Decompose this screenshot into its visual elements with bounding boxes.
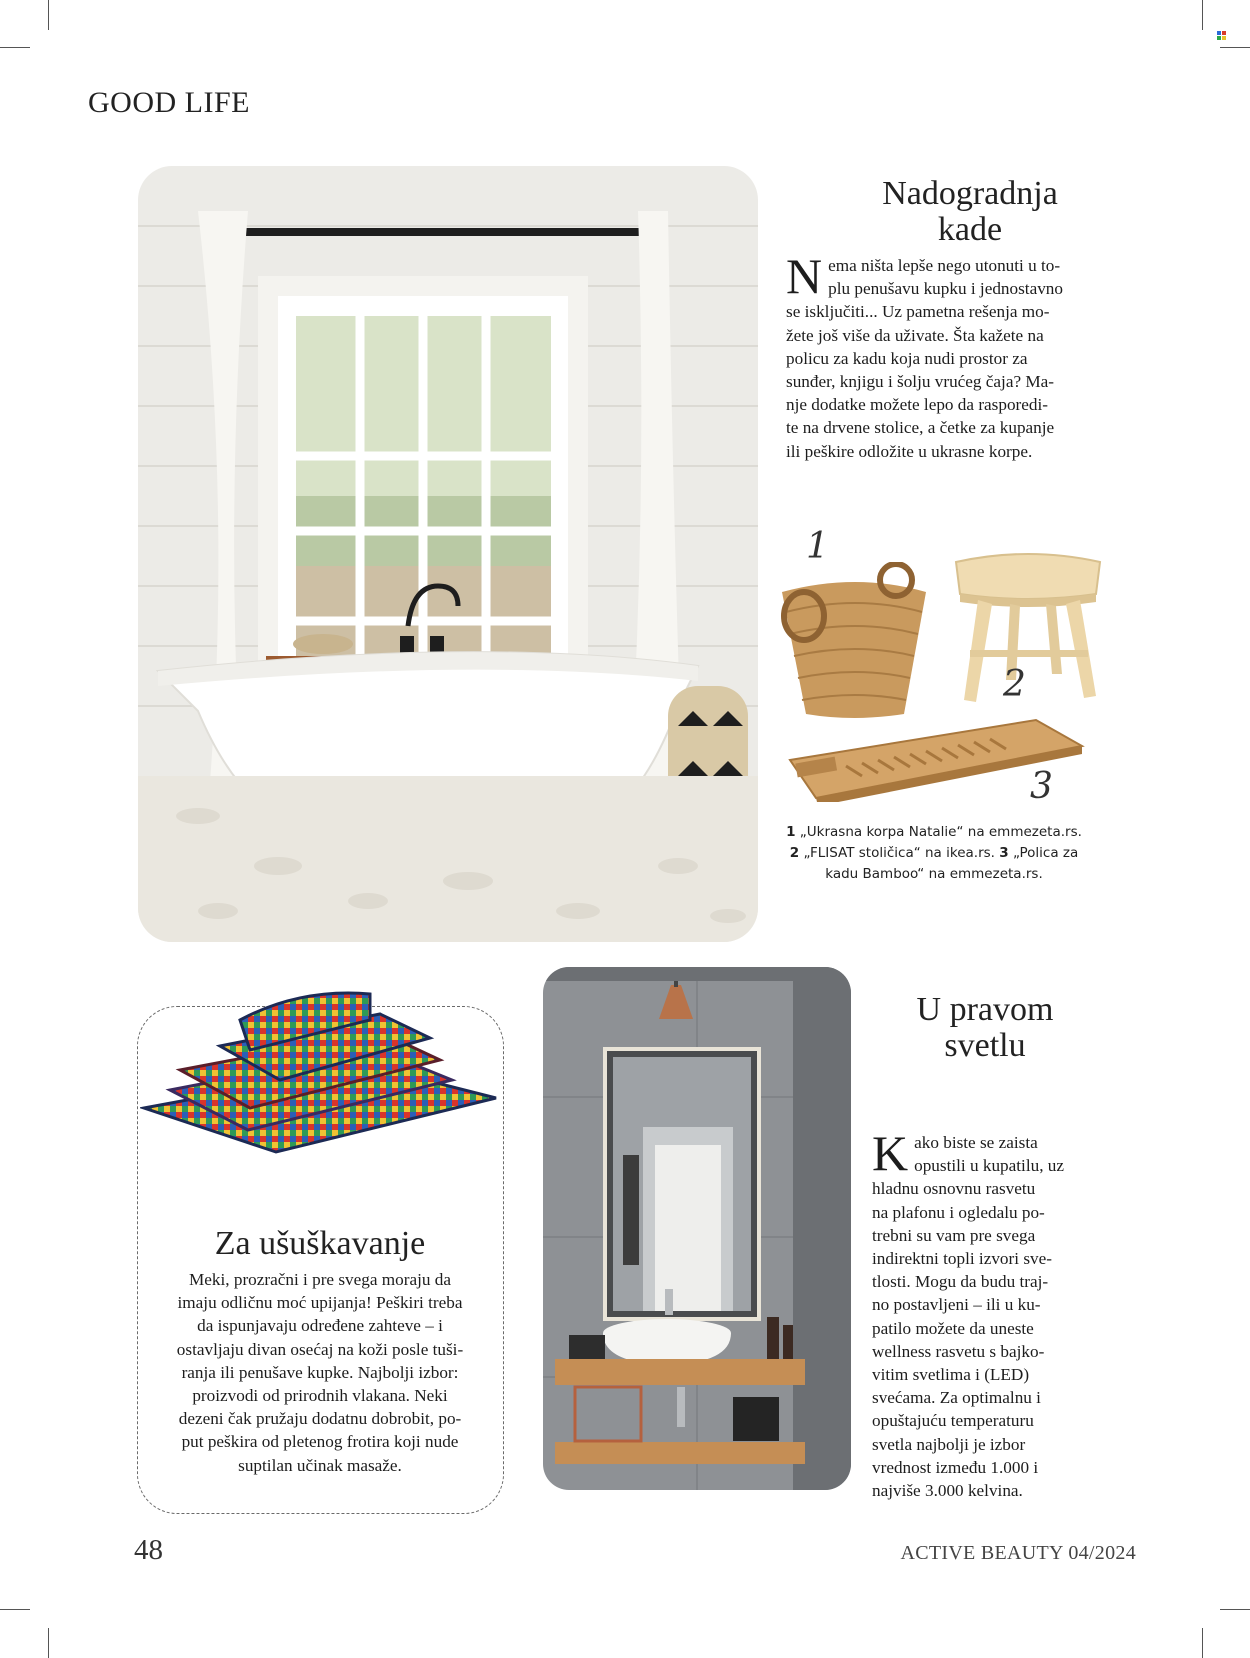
crop-mark — [1202, 0, 1203, 30]
article-title-bathtub — [770, 176, 1170, 248]
text-line: tlosti. Mogu da budu traj- — [872, 1272, 1049, 1292]
basket-image — [776, 562, 932, 722]
text-line: vitim svetlima i (LED) — [872, 1365, 1030, 1385]
text-line: ako biste se zaista — [914, 1133, 1038, 1152]
article-title-towels: Za ušuškavanje — [214, 1225, 426, 1262]
color-registration-icon — [1217, 31, 1226, 40]
caption-text: „Ukrasna korpa Natalie“ na emmezeta.rs. — [799, 824, 1082, 840]
text-line: trebni su vam pre svega — [872, 1225, 1036, 1245]
text-line: žete još više da uživate. Šta kažete na — [786, 325, 1044, 345]
text-line: svetla najbolji je izbor — [872, 1434, 1026, 1454]
title-line: svetlu — [944, 1027, 1026, 1064]
section-label: GOOD LIFE — [88, 86, 250, 119]
towels-image — [140, 980, 500, 1160]
crop-mark — [0, 47, 30, 48]
magazine-issue: ACTIVE BEAUTY 04/2024 — [900, 1542, 1136, 1564]
crop-mark — [1220, 1609, 1250, 1610]
product-number: 2 — [1003, 664, 1026, 705]
text-line: no postavljeni – ili u ku- — [872, 1295, 1041, 1315]
text-line: se isključiti... Uz pametna rešenja mo- — [786, 302, 1050, 322]
text-line: vrednost između 1.000 i — [872, 1457, 1039, 1477]
article-body-lighting — [872, 1125, 1098, 1502]
text-line: te na drvene stolice, a četke za kupanje — [786, 418, 1055, 438]
text-line: ranja ili penušave kupke. Najbolji izbor: — [181, 1362, 459, 1382]
text-line: najviše 3.000 kelvina. — [872, 1481, 1023, 1501]
text-line: hladnu osnovnu rasvetu — [872, 1179, 1036, 1199]
bathroom-mirror-photo — [543, 967, 851, 1490]
text-line: plu penušavu kupku i jednostavno — [828, 279, 1063, 299]
crop-mark — [1220, 47, 1250, 48]
text-line: opuštajuću temperaturu — [872, 1411, 1034, 1431]
crop-mark — [1202, 1628, 1203, 1658]
caption-text: „Polica za — [1012, 845, 1079, 861]
product-number: 3 — [1030, 766, 1053, 807]
caption-text: kadu Bamboo“ na emmezeta.rs. — [825, 866, 1043, 882]
crop-mark — [48, 1628, 49, 1658]
text-line: da ispunjavaju određene zahteve – i — [197, 1316, 443, 1336]
article-body-bathtub — [786, 248, 1186, 463]
text-line: ostavljaju divan osećaj na koži posle tuši- — [176, 1339, 464, 1359]
caption-text: „FLISAT stoličica“ na ikea.rs. — [803, 845, 995, 861]
text-line: na plafonu i ogledalu po- — [872, 1202, 1045, 1222]
text-line: put peškira od pletenog frotira koji nude — [181, 1432, 459, 1452]
product-caption — [778, 822, 1090, 885]
text-line: Meki, prozračni i pre svega moraju da — [188, 1270, 451, 1289]
text-line: sunđer, knjigu i šolju vrućeg čaja? Ma- — [786, 372, 1055, 392]
title-line: kade — [937, 211, 1003, 248]
drop-cap: N — [786, 248, 823, 304]
caption-number: 2 — [789, 845, 800, 861]
title-line: Nadogradnja — [882, 175, 1058, 212]
crop-mark — [0, 1609, 30, 1610]
caption-number: 3 — [999, 845, 1009, 861]
text-line: suptilan učinak masaže. — [238, 1455, 402, 1475]
text-line: imaju odličnu moć upijanja! Peškiri treba — [177, 1293, 463, 1313]
bathtub-photo — [138, 166, 758, 942]
text-line: wellness rasvetu s bajko- — [872, 1341, 1045, 1361]
stool-image — [950, 550, 1106, 710]
text-line: patilo možete da uneste — [872, 1318, 1034, 1338]
text-line: ema ništa lepše nego utonuti u to- — [828, 256, 1061, 275]
text-line: ili peškire odložite u ukrasne korpe. — [786, 441, 1033, 461]
text-line: nje dodatke možete lepo da rasporedi- — [786, 395, 1049, 415]
text-line: policu za kadu koja nudi prostor za — [786, 348, 1028, 368]
text-line: proizvodi od prirodnih vlakana. Neki — [192, 1386, 448, 1406]
text-line: opustili u kupatilu, uz — [914, 1156, 1065, 1176]
article-body-towels — [142, 1268, 498, 1477]
text-line: svećama. Za optimalnu i — [872, 1388, 1041, 1408]
text-line: dezeni čak pružaju dodatnu dobrobit, po- — [178, 1409, 462, 1429]
text-line: indirektni topli izvori sve- — [872, 1249, 1052, 1269]
crop-mark — [48, 0, 49, 30]
caption-number: 1 — [786, 824, 796, 840]
drop-cap: K — [872, 1125, 909, 1181]
product-number: 1 — [806, 526, 829, 567]
article-title-lighting — [870, 992, 1100, 1064]
title-line: U pravom — [916, 991, 1054, 1028]
page-number: 48 — [134, 1534, 163, 1566]
